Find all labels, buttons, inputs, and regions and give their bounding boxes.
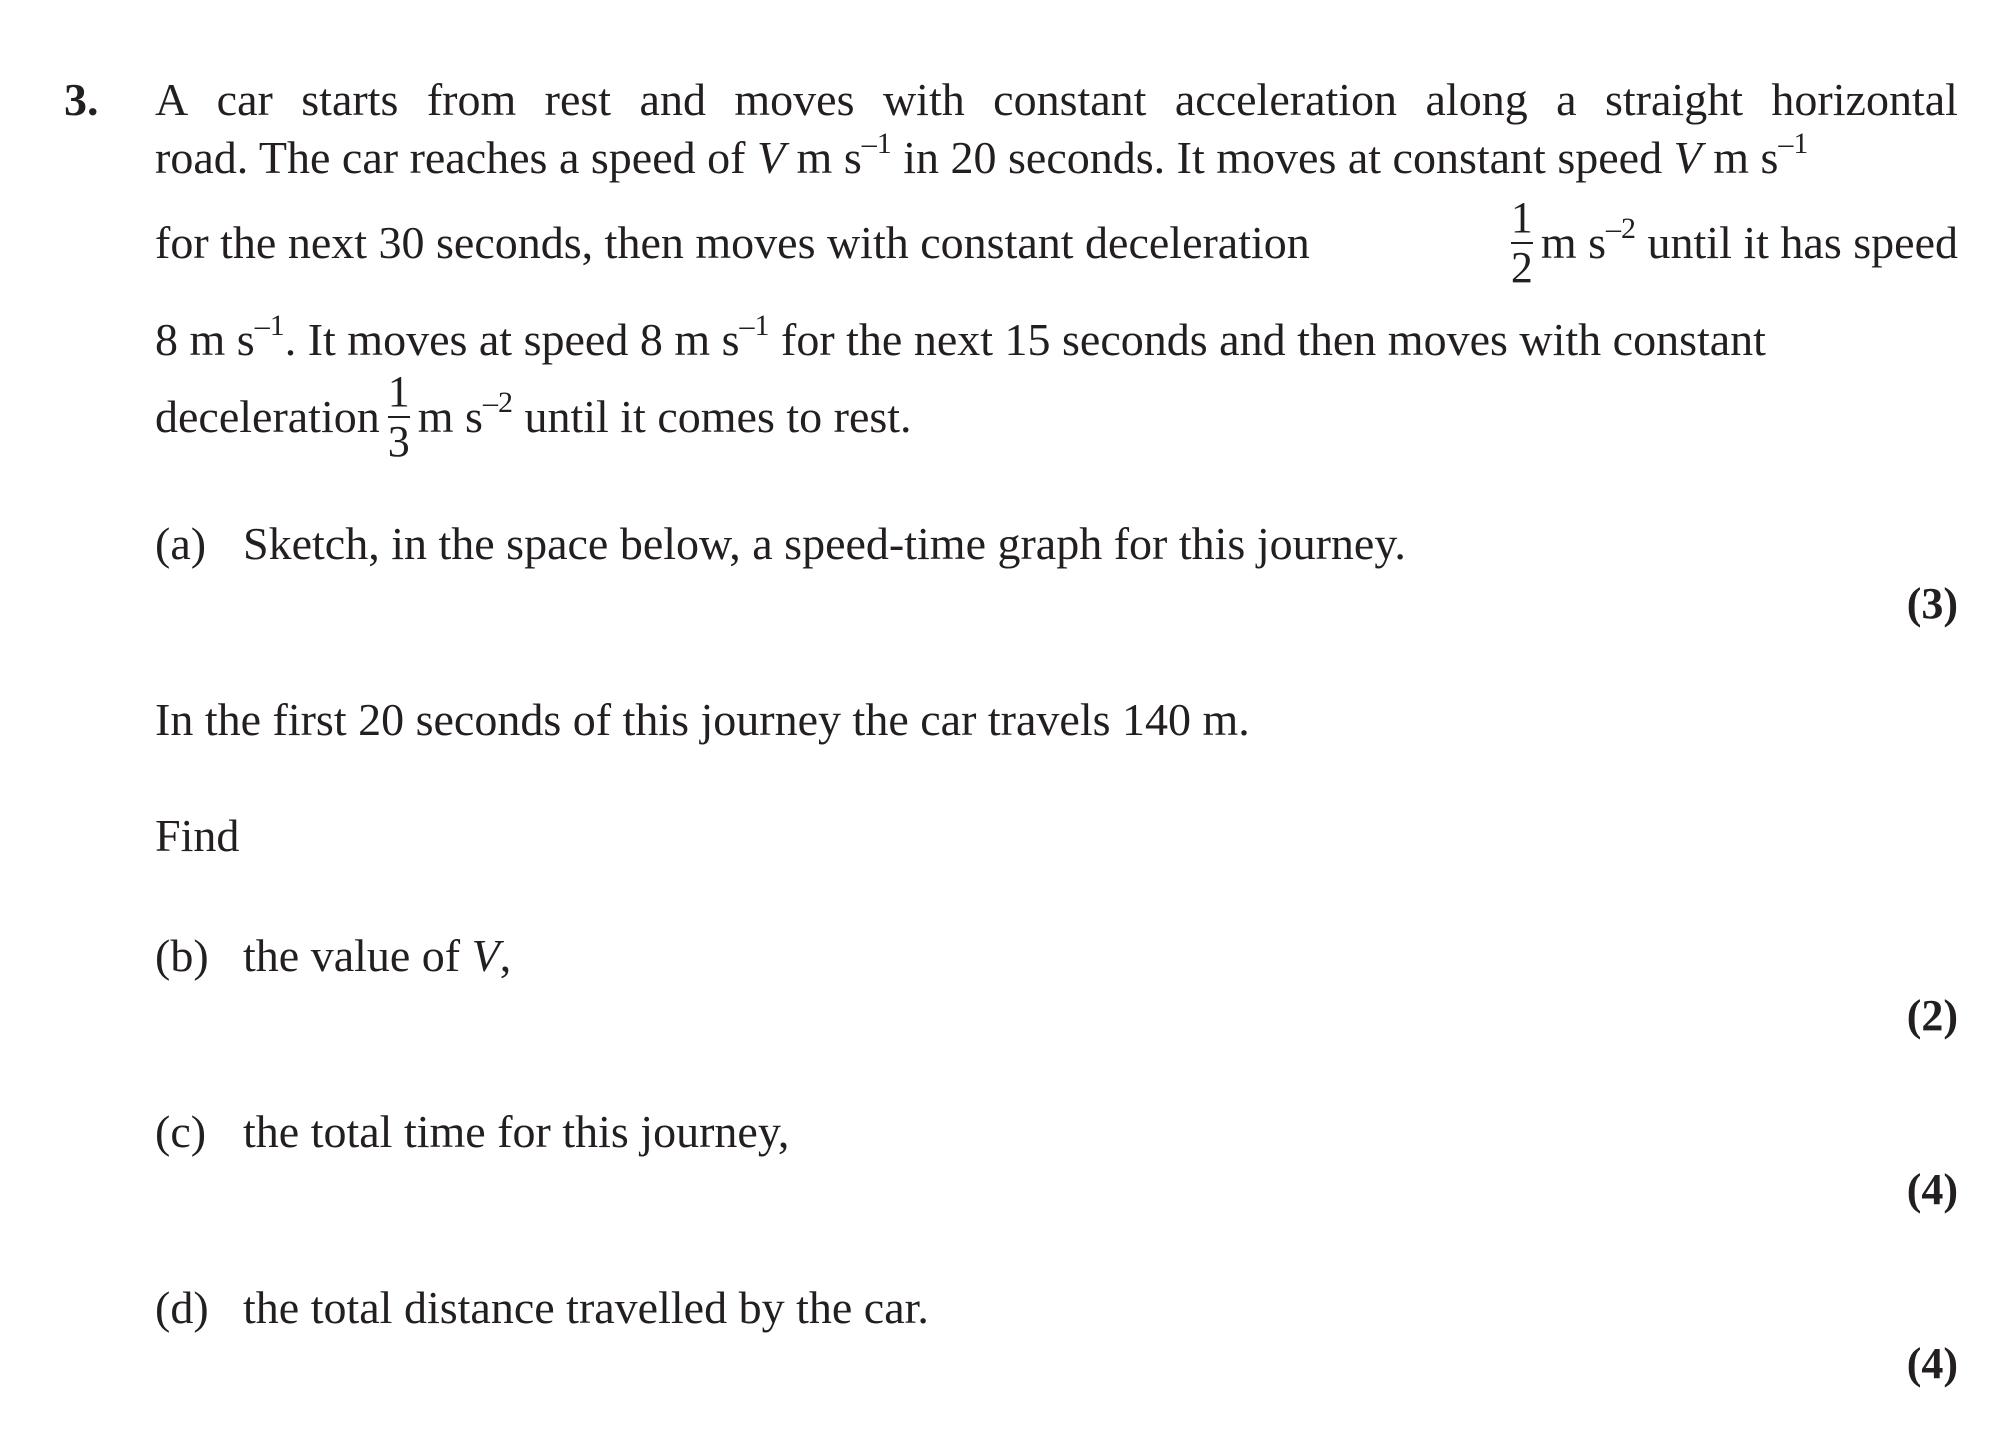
part-b-marks: (2) xyxy=(1906,991,1958,1040)
part-c-marks: (4) xyxy=(1906,1165,1958,1214)
stem-word: moves xyxy=(734,74,855,125)
part-c xyxy=(155,1104,789,1160)
part-d xyxy=(155,1280,929,1336)
part-b: (b) the value of V, xyxy=(155,928,511,984)
stem-word: starts xyxy=(301,74,399,125)
part-a xyxy=(155,516,1406,572)
part-a-text: Sketch, in the space below, a speed-time graph for this journey. xyxy=(243,518,1406,569)
fraction-one-third: $\frac{1}{3}$ xyxy=(387,367,410,466)
part-c-label: (c) xyxy=(155,1106,207,1157)
stem-line-4 xyxy=(155,308,1958,368)
stem-word: acceleration xyxy=(1174,74,1398,125)
stem-line-3-text: for the next 30 seconds, then moves with constant deceleration xyxy=(155,217,1310,268)
stem-line-2 xyxy=(155,126,1958,186)
stem-word: along xyxy=(1425,74,1528,125)
stem-word: straight xyxy=(1605,74,1743,125)
stem-line-5: deceleration $\frac{1}{3}$ m $s^{-2}$ until it comes to rest. xyxy=(155,367,912,466)
part-b-label: (b) xyxy=(155,930,209,981)
find-text: Find xyxy=(155,810,240,861)
part-d-label: (d) xyxy=(155,1282,209,1333)
stem-word: car xyxy=(216,74,273,125)
stem-line-1 xyxy=(155,72,1958,128)
part-c-text: the total time for this journey, xyxy=(243,1106,790,1157)
stem-line-4-text: 8 m $s^{-1}$. It moves at speed 8 m $s^{-1}$ for the next 15 seconds and then moves with constant xyxy=(155,308,1766,365)
part-d-marks: (4) xyxy=(1906,1339,1958,1388)
question-number: 3. xyxy=(64,74,99,125)
stem-word: a xyxy=(1556,74,1577,125)
stem-word: from xyxy=(426,74,517,125)
fraction-one-half: $\frac{1}{2}$ xyxy=(1510,193,1533,292)
stem-line-3: for the next 30 seconds, then moves with constant deceleration $\frac{1}{2}$ m $s^{-2}$ until it has speed xyxy=(155,193,1958,292)
speed-variable-v: V xyxy=(756,132,786,183)
speed-variable-v: V xyxy=(471,930,500,981)
stem-word: constant xyxy=(993,74,1147,125)
speed-variable-v: V xyxy=(1673,132,1702,183)
part-a-label: (a) xyxy=(155,518,207,569)
stem-word: horizontal xyxy=(1771,74,1958,125)
part-d-text: the total distance travelled by the car. xyxy=(243,1282,929,1333)
info-text: In the first 20 seconds of this journey the car travels 140 m. xyxy=(155,694,1250,745)
stem-word: A xyxy=(155,74,189,125)
part-a-marks: (3) xyxy=(1906,579,1958,628)
stem-line-2-text: road. The car reaches a speed of V m $s^{-1}$ in 20 seconds. It moves at constant speed V m $s^{-1}$ xyxy=(155,126,1809,183)
stem-word: with xyxy=(882,74,965,125)
stem-word: and xyxy=(639,74,706,125)
stem-word: rest xyxy=(544,74,612,125)
